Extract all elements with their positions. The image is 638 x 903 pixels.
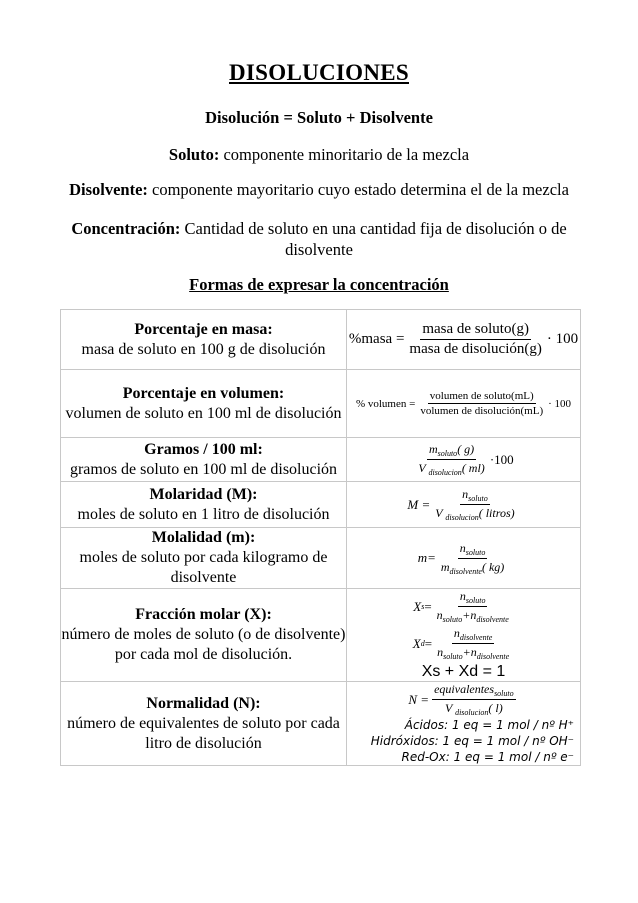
var-sub: disolucion — [455, 708, 489, 717]
formula-normalidad — [347, 682, 580, 717]
formula-fraction — [439, 541, 506, 576]
var-sub: disolucion — [428, 468, 462, 477]
definition-text: componente mayoritario cuyo estado determina el de la mezcla — [147, 180, 569, 199]
equivalence-rule: Hidróxidos: 1 eq = 1 mol / nº OH⁻ — [370, 734, 574, 748]
var-sub: disolucion — [445, 513, 479, 522]
formula-gramos — [347, 442, 580, 477]
var: n — [436, 608, 443, 622]
var-sub: s — [421, 602, 425, 611]
definition-soluto — [60, 145, 578, 165]
row-label — [61, 370, 347, 438]
definition-line: Disolución = Soluto + Disolvente — [205, 108, 433, 127]
table-row — [61, 438, 581, 482]
row-formula — [347, 589, 581, 682]
formula-factor: ·100 — [489, 451, 514, 467]
row-name: Molaridad (M): — [149, 485, 258, 503]
definition-concentracion — [60, 218, 578, 260]
var-sub: disolvente — [459, 633, 493, 642]
formula-porcentaje-volumen — [347, 390, 580, 417]
row-formula — [347, 682, 581, 766]
formula-numerator — [460, 487, 490, 505]
var: X — [412, 635, 421, 651]
formula-porcentaje-masa — [347, 321, 580, 358]
var-sub: soluto — [442, 615, 463, 624]
formula-numerator — [452, 626, 494, 644]
var: m — [440, 559, 450, 574]
formula-denominator — [416, 460, 486, 477]
formula-numerator — [432, 682, 516, 700]
row-desc: número de moles de soluto (o de disolvente) por cada mol de disolución. — [61, 626, 346, 663]
row-label — [61, 482, 347, 528]
formula-denominator — [439, 559, 506, 576]
row-label — [61, 438, 347, 482]
var: n — [437, 645, 444, 659]
concentration-table — [60, 309, 581, 766]
formula-lhs: N = — [408, 691, 430, 707]
var-sub: disolvente — [449, 566, 482, 576]
var-sub: d — [420, 639, 425, 648]
formula-denominator: masa de disolución(g) — [409, 341, 542, 357]
var-sub: soluto — [437, 449, 458, 458]
formula-fraccion-disolvente: X d = $\frac{n_{disolvente}}{n_{soluto}+n_{disolvente}}$ — [412, 626, 510, 661]
row-desc: número de equivalentes de soluto por cada litro de disolución — [67, 714, 340, 752]
row-desc: masa de soluto en 100 g de disolución — [81, 340, 326, 358]
definition-term: Soluto: — [168, 145, 220, 164]
equivalence-rule: Red-Ox: 1 eq = 1 mol / nº e⁻ — [401, 750, 574, 764]
formula-denominator: $n_{soluto}+n_{disolvente}$ — [436, 608, 509, 624]
row-label — [61, 589, 347, 682]
formula-denominator: $n_{soluto}+n_{disolvente}$ — [437, 645, 510, 661]
row-formula — [347, 438, 581, 482]
formula-numerator — [458, 589, 488, 607]
var: n — [470, 608, 477, 622]
row-name: Fracción molar (X): — [135, 606, 272, 623]
unit: ( l) — [488, 701, 503, 715]
formula-denominator — [443, 700, 505, 717]
row-formula — [347, 310, 581, 370]
formula-fraction — [435, 589, 511, 624]
formula-lhs: %masa = — [348, 331, 405, 347]
formula-lhs: M = — [407, 496, 431, 512]
var-sub: disolvente — [476, 615, 509, 624]
document-title: DISOLUCIONES — [229, 60, 409, 85]
row-formula — [347, 370, 581, 438]
table-row — [61, 310, 581, 370]
formula-numerator: volumen de soluto(mL) — [429, 390, 534, 402]
formula-denominator — [433, 505, 516, 522]
formula-fraction — [407, 321, 543, 358]
var-sub: soluto — [468, 494, 488, 503]
row-desc: volumen de soluto en 100 ml de disolución — [65, 404, 342, 422]
var: V — [435, 506, 443, 520]
var: m — [428, 442, 438, 456]
formula-factor: · 100 — [546, 331, 579, 347]
row-formula — [347, 528, 581, 589]
var: n — [459, 589, 466, 603]
definition-term: Concentración: — [71, 219, 181, 238]
formula-lhs: % volumen = — [355, 397, 416, 410]
formula-factor: · 100 — [548, 397, 572, 410]
row-desc: moles de soluto por cada kilogramo de disolvente — [79, 549, 328, 586]
row-desc: gramos de soluto en 100 ml de disolución — [69, 460, 338, 478]
formula-molalidad — [347, 541, 580, 576]
unit: ( ml) — [461, 461, 485, 475]
formula-numerator — [427, 442, 476, 460]
formula-denominator: volumen de disolución(mL) — [420, 405, 544, 417]
formula-fraction — [435, 626, 511, 661]
var: n — [459, 540, 466, 555]
var: n — [453, 626, 460, 640]
formula-lhs: m= — [417, 550, 436, 565]
var-sub: soluto — [443, 652, 463, 661]
formula-molaridad — [347, 487, 580, 522]
formula-fraction — [418, 390, 545, 417]
definition-term: Disolvente: — [69, 180, 148, 199]
formula-fraction-sum: Xs + Xd = 1 — [421, 663, 506, 680]
unit: ( kg) — [481, 559, 505, 574]
row-name: Gramos / 100 ml: — [144, 440, 263, 458]
var: V — [418, 461, 426, 475]
section-heading: Formas de expresar la concentración — [189, 275, 449, 294]
formula-fraccion-soluto: X s = $\frac{n_{soluto}}{n_{soluto}+n_{disolvente}}$ — [413, 589, 509, 624]
row-formula — [347, 482, 581, 528]
row-label — [61, 310, 347, 370]
var: n — [462, 487, 469, 501]
var-sub: soluto — [465, 596, 486, 605]
unit: ( litros) — [478, 506, 515, 520]
var-sub: soluto — [494, 689, 514, 698]
table-row — [61, 482, 581, 528]
row-name: Porcentaje en volumen: — [122, 384, 285, 402]
formula-fraction — [432, 682, 516, 717]
var-sub: soluto — [465, 547, 486, 557]
row-name: Porcentaje en masa: — [134, 320, 273, 338]
definition-disolvente — [60, 180, 578, 200]
equivalence-rule: Ácidos: 1 eq = 1 mol / nº H⁺ — [404, 718, 574, 732]
formula-fraction — [433, 487, 516, 522]
row-label — [61, 682, 347, 766]
var: n — [470, 645, 477, 659]
formula-numerator — [458, 541, 488, 559]
row-name: Molalidad (m): — [151, 529, 256, 546]
var: X — [413, 598, 422, 614]
formula-numerator: masa de soluto(g) — [420, 321, 531, 340]
table-row — [61, 589, 581, 682]
definition-text: Cantidad de soluto en una cantidad fija de disolución o de disolvente — [180, 219, 567, 259]
row-label — [61, 528, 347, 589]
var: V — [444, 701, 453, 715]
definition-text: componente minoritario de la mezcla — [219, 145, 470, 164]
row-name: Normalidad (N): — [146, 694, 261, 712]
table-row — [61, 528, 581, 589]
var-sub: disolvente — [476, 652, 510, 661]
table-row — [61, 682, 581, 766]
var: equivalentes — [434, 682, 495, 696]
formula-fraction — [416, 442, 486, 477]
row-desc: moles de soluto en 1 litro de disolución — [77, 505, 330, 523]
table-row — [61, 370, 581, 438]
unit: ( g) — [457, 442, 475, 456]
